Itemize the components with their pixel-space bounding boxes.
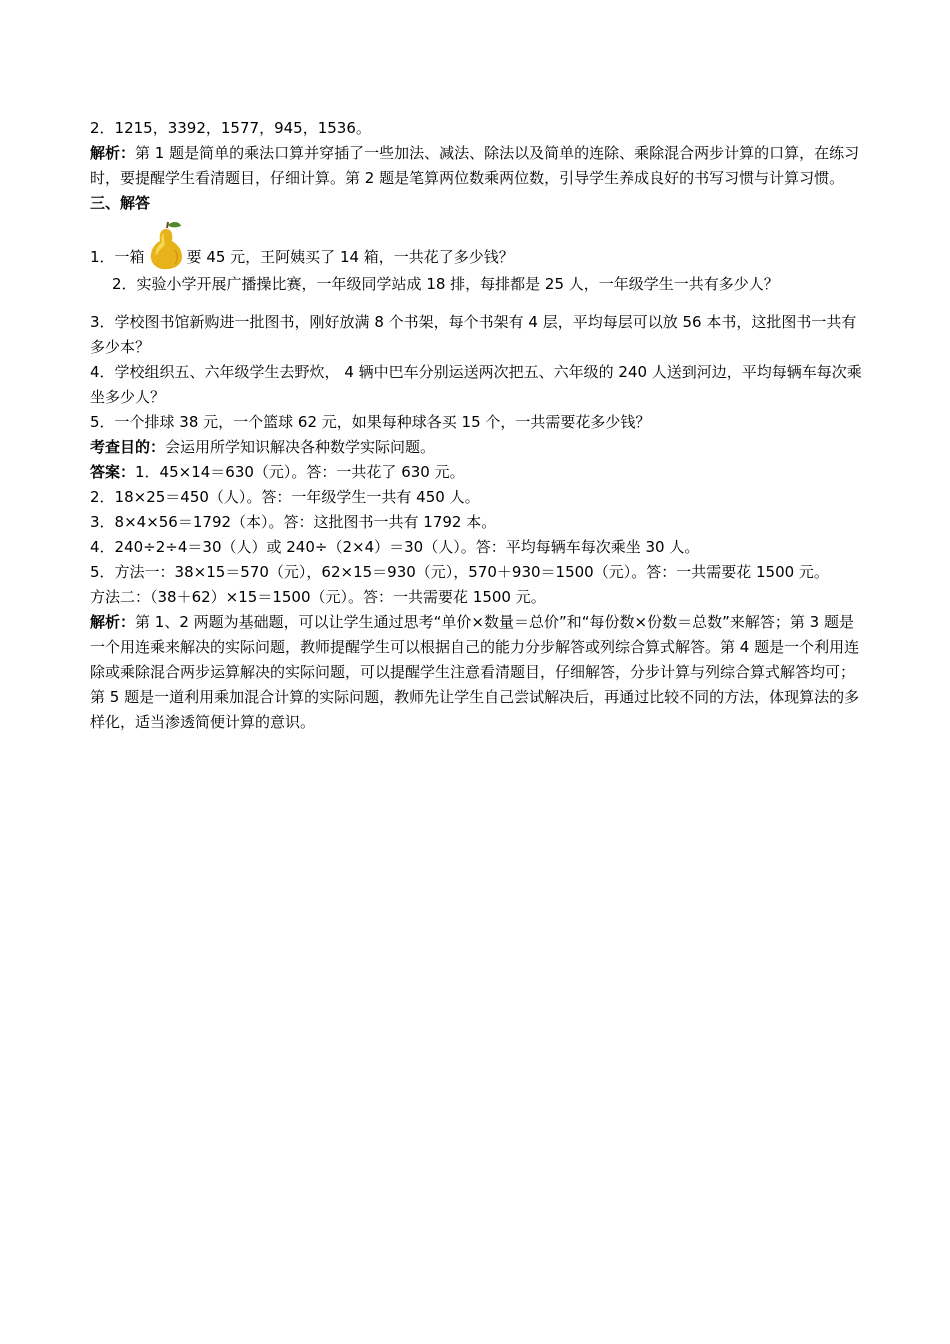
question-1-after: 要 45 元，王阿姨买了 14 箱，一共花了多少钱？ [186, 248, 514, 266]
question-2: 2．实验小学开展广播操比赛，一年级同学站成 18 排，每排都是 25 人，一年级学生一共有多少人？ [112, 275, 779, 293]
question-1 [90, 218, 865, 270]
analysis-label: 解析： [90, 613, 136, 631]
answer-1 [90, 460, 865, 485]
objective-line [90, 435, 865, 460]
answer-5-method-2: 方法二：（38＋62）×15＝1500（元）。答：一共需要花 1500 元。 [90, 588, 546, 606]
section2-answer: 2．1215，3392，1577，945，1536。 [90, 119, 371, 137]
answer-1-text: 1．45×14＝630（元）。答：一共花了 630 元。 [135, 463, 465, 481]
question-5: 5．一个排球 38 元，一个篮球 62 元，如果每种球各买 15 个，一共需要花多少钱？ [90, 413, 651, 431]
analysis-text: 第 1 题是简单的乘法口算并穿插了一些加法、减法、除法以及简单的连除、乘除混合两步计算的口算，在练习时，要提醒学生看清题目，仔细计算。第 2 题是笔算两位数乘两位数，引导学生养成良好的书写习惯与计算习惯。 [90, 144, 860, 187]
question-1-before: 1．一箱 [90, 248, 145, 266]
objective-label: 考查目的： [90, 438, 166, 456]
answer-label: 答案： [90, 463, 136, 481]
answer-5: 5．方法一：38×15＝570（元），62×15＝930（元），570＋930＝1500（元）。答：一共需要花 1500 元。 [90, 563, 829, 581]
analysis-paragraph-1 [90, 141, 865, 191]
pear-icon [147, 220, 185, 270]
question-4: 4．学校组织五、六年级学生去野炊， 4 辆中巴车分别运送两次把五、六年级的 240 人送到河边，平均每辆车每次乘坐多少人？ [90, 363, 862, 406]
analysis-label: 解析： [90, 144, 136, 162]
analysis-text: 第 1、2 两题为基础题，可以让学生通过思考“单价×数量＝总价”和“每份数×份数＝总数”来解答；第 3 题是一个用连乘来解决的实际问题，教师提醒学生可以根据自己的能力分步解答或列综合算式解答。第 4 题是一个利用连除或乘除混合两步运算解决的实际问题，可以提醒学生注意看清题目，仔细解答，分步计算与列综合算式解答均可；第 5 题是一道利用乘加混合计算的实际问题，教师先让学生自己尝试解决后，再通过比较不同的方法，体现算法的多样化，适当渗透简便计算的意识。 [90, 613, 860, 731]
answer-3: 3．8×4×56＝1792（本）。答：这批图书一共有 1792 本。 [90, 513, 497, 531]
answer-2: 2．18×25＝450（人）。答：一年级学生一共有 450 人。 [90, 488, 480, 506]
analysis-paragraph-2 [90, 610, 865, 735]
answer-4: 4．240÷2÷4＝30（人）或 240÷（2×4）＝30（人）。答：平均每辆车每次乘坐 30 人。 [90, 538, 700, 556]
objective-text: 会运用所学知识解决各种数学实际问题。 [165, 438, 436, 456]
document-page [90, 116, 865, 735]
question-3: 3．学校图书馆新购进一批图书，刚好放满 8 个书架，每个书架有 4 层，平均每层可以放 56 本书，这批图书一共有多少本？ [90, 313, 857, 356]
section3-heading: 三、解答 [90, 194, 151, 212]
